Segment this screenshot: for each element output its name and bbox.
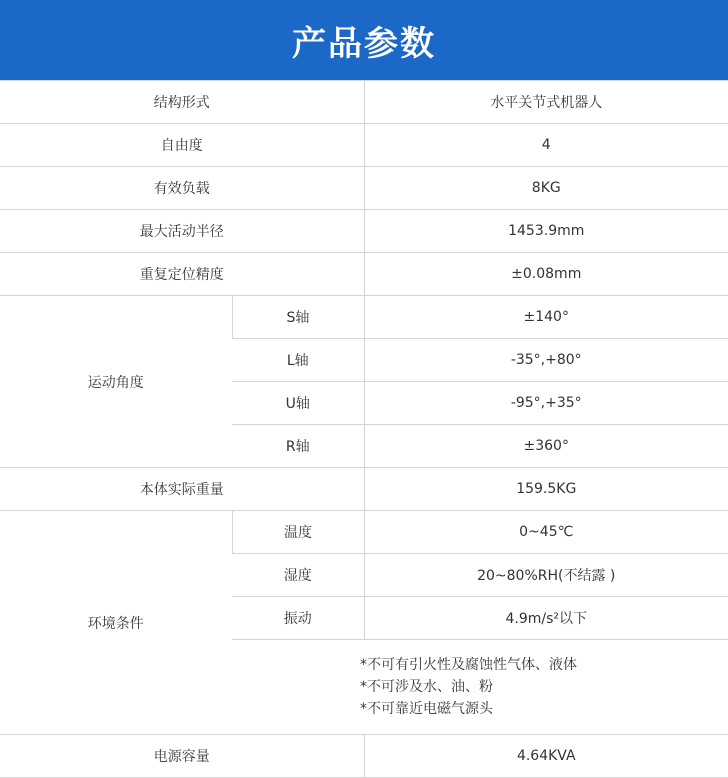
spec-label: 有效负载 bbox=[0, 167, 364, 210]
spec-group-label: 环境条件 bbox=[0, 511, 232, 735]
spec-value: -35°,+80° bbox=[364, 339, 728, 382]
spec-value: ±360° bbox=[364, 425, 728, 468]
spec-value: 水平关节式机器人 bbox=[364, 81, 728, 124]
spec-sub-label: R轴 bbox=[232, 425, 364, 468]
table-row bbox=[0, 210, 728, 253]
spec-label: 电源容量 bbox=[0, 735, 364, 778]
table-row bbox=[0, 253, 728, 296]
spec-label: 结构形式 bbox=[0, 81, 364, 124]
spec-sub-label: 温度 bbox=[232, 511, 364, 554]
spec-value: ±0.08mm bbox=[364, 253, 728, 296]
table-row bbox=[0, 124, 728, 167]
spec-value: 1453.9mm bbox=[364, 210, 728, 253]
table-row bbox=[0, 511, 728, 554]
spec-value: 20~80%RH(不结露 ) bbox=[364, 554, 728, 597]
table-row bbox=[0, 167, 728, 210]
spec-value: 4.64KVA bbox=[364, 735, 728, 778]
spec-sub-label: 湿度 bbox=[232, 554, 364, 597]
table-row bbox=[0, 468, 728, 511]
spec-label: 本体实际重量 bbox=[0, 468, 364, 511]
spec-label: 自由度 bbox=[0, 124, 364, 167]
table-row bbox=[0, 735, 728, 778]
spec-value: -95°,+35° bbox=[364, 382, 728, 425]
spec-sub-label: 振动 bbox=[232, 597, 364, 640]
page-title: 产品参数 bbox=[292, 23, 436, 64]
spec-value: 159.5KG bbox=[364, 468, 728, 511]
table-row bbox=[0, 81, 728, 124]
spec-label: 最大活动半径 bbox=[0, 210, 364, 253]
spec-value: 4.9m/s²以下 bbox=[364, 597, 728, 640]
environment-notes bbox=[232, 640, 728, 735]
spec-value: 4 bbox=[364, 124, 728, 167]
table-row bbox=[0, 296, 728, 339]
spec-sub-label: L轴 bbox=[232, 339, 364, 382]
spec-label: 重复定位精度 bbox=[0, 253, 364, 296]
note-line: *不可靠近电磁气源头 bbox=[360, 701, 493, 717]
spec-group-label: 运动角度 bbox=[0, 296, 232, 468]
spec-sub-label: U轴 bbox=[232, 382, 364, 425]
spec-table bbox=[0, 80, 728, 778]
spec-sub-label: S轴 bbox=[232, 296, 364, 339]
note-line: *不可有引火性及腐蚀性气体、液体 bbox=[360, 657, 577, 673]
spec-header bbox=[0, 0, 728, 80]
spec-value: ±140° bbox=[364, 296, 728, 339]
spec-value: 0~45℃ bbox=[364, 511, 728, 554]
note-line: *不可涉及水、油、粉 bbox=[360, 679, 493, 695]
spec-value: 8KG bbox=[364, 167, 728, 210]
